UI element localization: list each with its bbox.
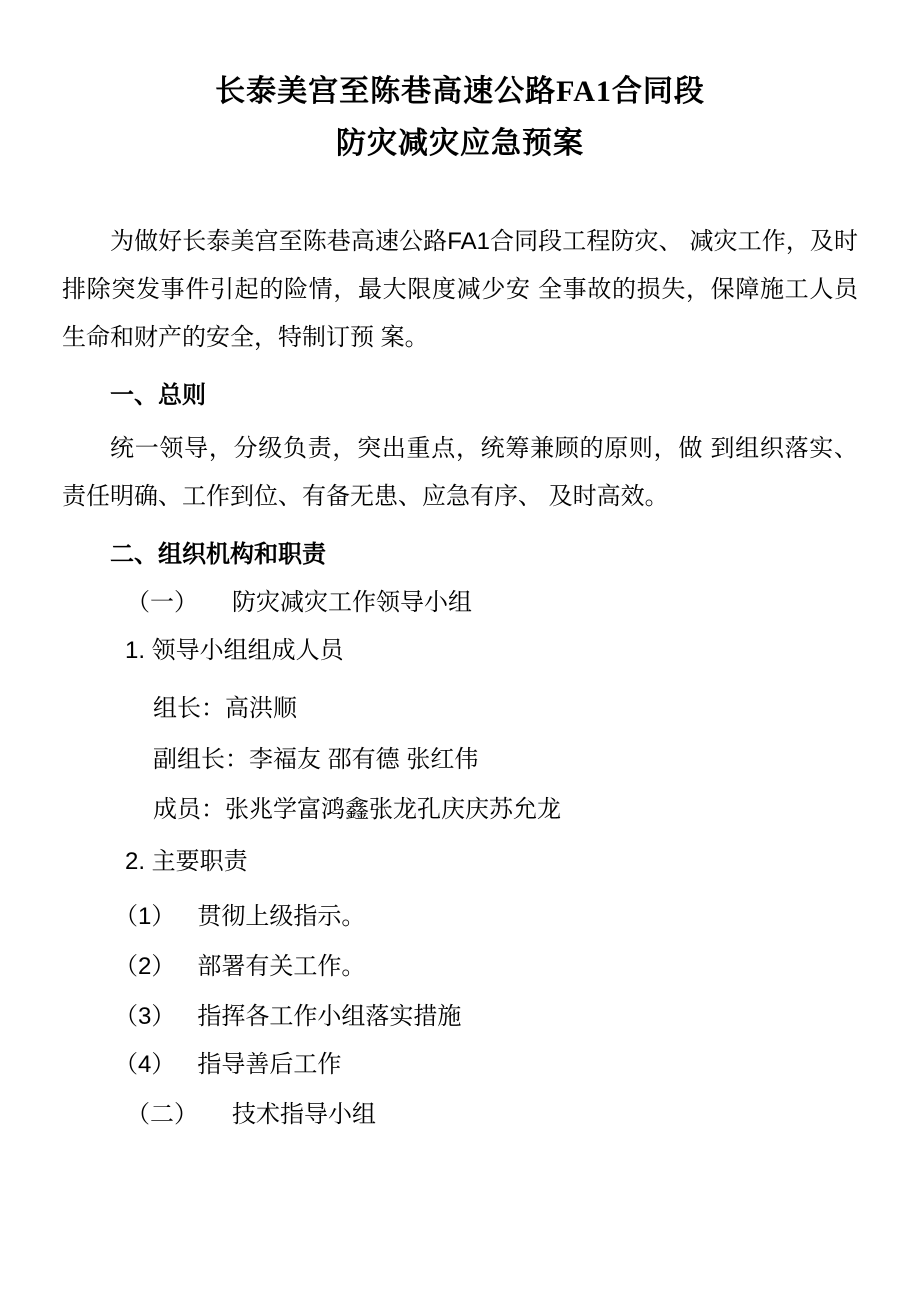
subsection-1-number: （一） — [126, 589, 198, 616]
duty-item — [114, 893, 858, 941]
duty-1-number: （1） — [114, 903, 176, 930]
subsection-1-title: 防灾减灾工作领导小组 — [232, 589, 472, 616]
subsection-2-number: （二） — [126, 1101, 198, 1128]
members-list-heading: 1. 领导小组组成人员 — [125, 637, 344, 664]
duty-2-number: （2） — [114, 953, 176, 980]
duty-4-number: （4） — [114, 1051, 176, 1078]
duty-item — [114, 943, 858, 991]
subsection-2-heading — [126, 1091, 858, 1139]
duty-item — [114, 993, 858, 1041]
section-1-body: 统一领导，分级负责，突出重点，统筹兼顾的原则，做 到组织落实、责任明确、工作到位、有备无患、应急有序、 及时高效。 — [62, 435, 858, 510]
duties-list-heading: 2. 主要职责 — [125, 848, 248, 875]
duty-1-text: 贯彻上级指示。 — [197, 903, 366, 930]
duty-4-text: 指导善后工作 — [197, 1051, 342, 1078]
duty-3-text: 指挥各工作小组落实措施 — [197, 1003, 462, 1030]
duty-item — [114, 1041, 858, 1089]
group-leader-line: 组长：高洪顺 — [153, 695, 297, 722]
duty-3-number: （3） — [114, 1003, 176, 1030]
document-title-line2: 防灾减灾应急预案 — [336, 127, 584, 160]
section-1-heading: 一、总则 — [110, 382, 206, 409]
members-line: 成员：张兆学富鸿鑫张龙孔庆庆苏允龙 — [153, 796, 561, 823]
duty-2-text: 部署有关工作。 — [197, 953, 366, 980]
subsection-1-heading — [126, 579, 858, 627]
section-2-heading: 二、组织机构和职责 — [110, 541, 326, 568]
deputy-leaders-line: 副组长：李福友 邵有德 张红伟 — [153, 746, 479, 773]
intro-paragraph: 为做好长泰美宫至陈巷高速公路FA1合同段工程防灾、 减灾工作，及时排除突发事件引起的险情，最大限度减少安 全事故的损失，保障施工人员生命和财产的安全，特制订预 案。 — [62, 228, 858, 351]
subsection-2-title: 技术指导小组 — [232, 1101, 376, 1128]
document-title-line1: 长泰美宫至陈巷高速公路FA1合同段 — [215, 75, 705, 108]
